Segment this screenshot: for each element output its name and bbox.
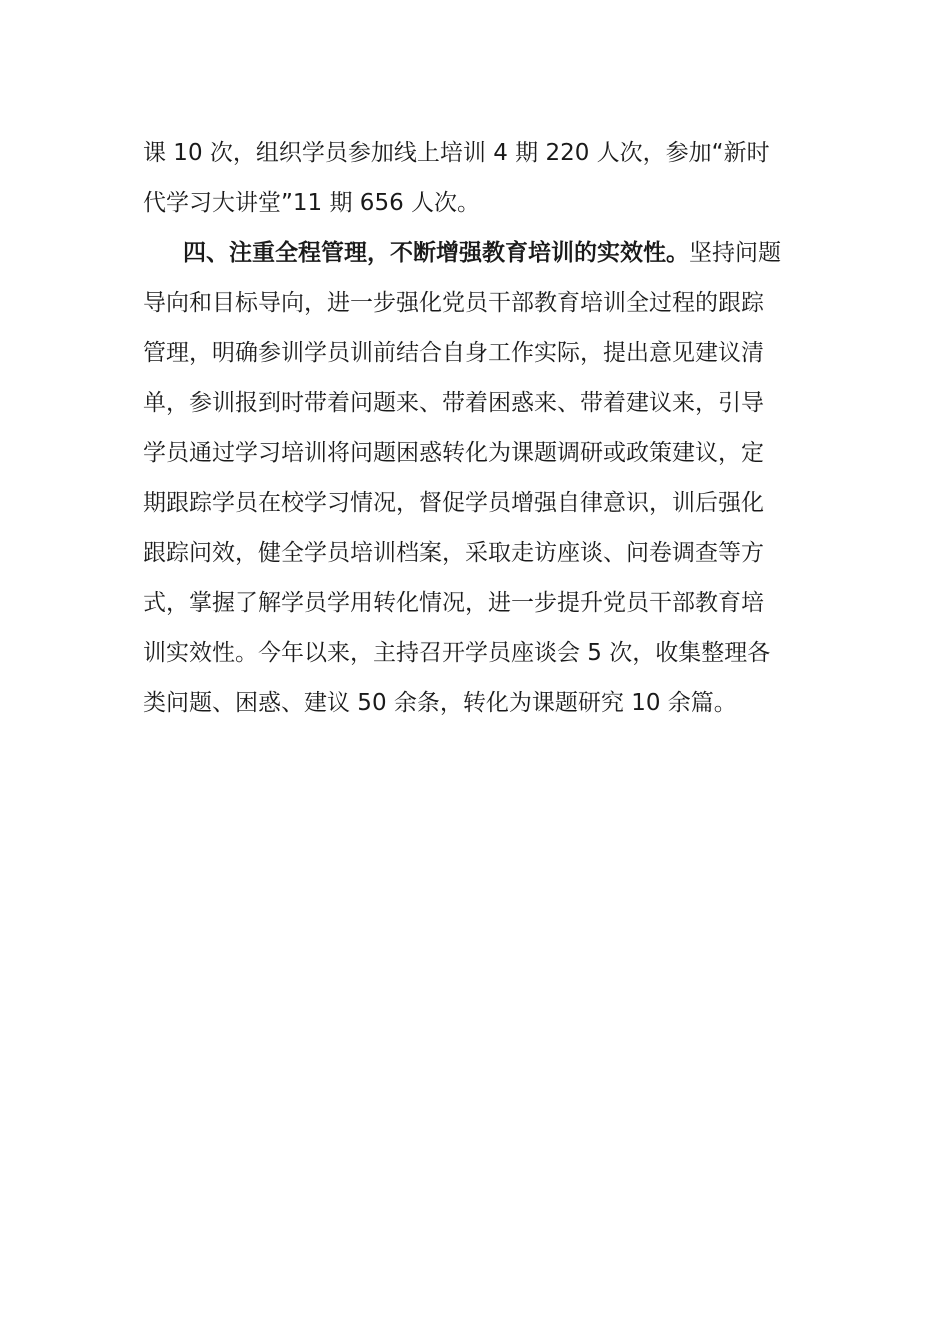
text-line: 单，参训报到时带着问题来、带着困惑来、带着建议来，引导 bbox=[143, 390, 764, 416]
text-fragment: 坚持问题 bbox=[689, 240, 781, 266]
text-line: 训实效性。今年以来，主持召开学员座谈会 5 次，收集整理各 bbox=[143, 640, 771, 666]
text-line: 代学习大讲堂”11 期 656 人次。 bbox=[143, 190, 481, 216]
text-line: 管理，明确参训学员训前结合自身工作实际，提出意见建议清 bbox=[143, 340, 764, 366]
text-line: 期跟踪学员在校学习情况，督促学员增强自律意识，训后强化 bbox=[143, 490, 764, 516]
text-line: 学员通过学习培训将问题困惑转化为课题调研或政策建议，定 bbox=[143, 440, 764, 466]
section-four-heading: 四、注重全程管理，不断增强教育培训的实效性。 bbox=[183, 240, 689, 266]
section-four-first-line bbox=[143, 228, 813, 278]
text-line: 跟踪问效，健全学员培训档案，采取走访座谈、问卷调查等方 bbox=[143, 540, 764, 566]
text-line: 式，掌握了解学员学用转化情况，进一步提升党员干部教育培 bbox=[143, 590, 764, 616]
text-line: 课 10 次，组织学员参加线上培训 4 期 220 人次，参加“新时 bbox=[143, 140, 770, 166]
body-text bbox=[143, 128, 813, 728]
text-line: 导向和目标导向，进一步强化党员干部教育培训全过程的跟踪 bbox=[143, 290, 764, 316]
text-line: 类问题、困惑、建议 50 余条，转化为课题研究 10 余篇。 bbox=[143, 690, 737, 716]
